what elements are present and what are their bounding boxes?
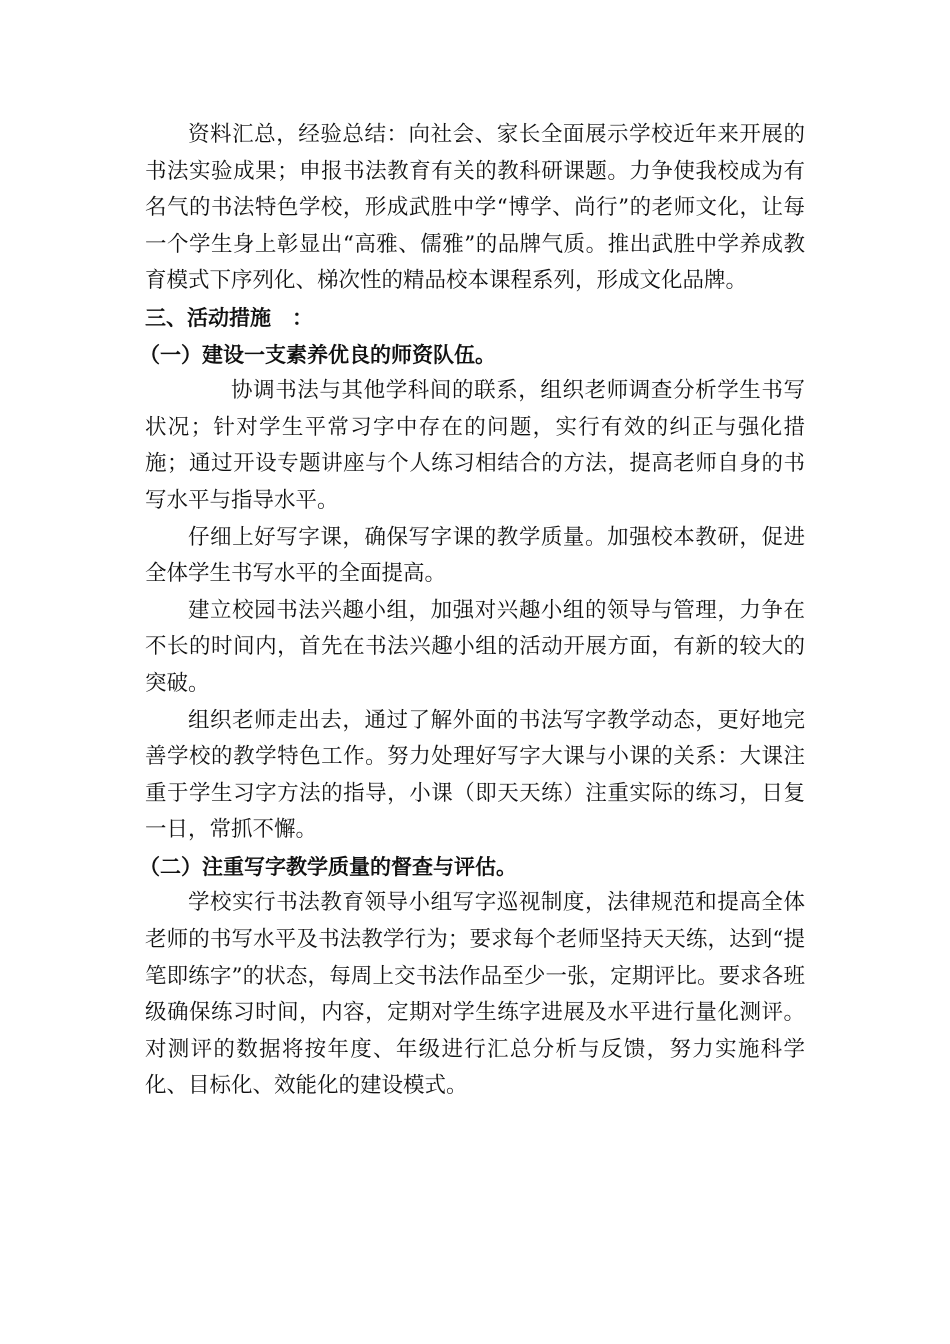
section-heading-activity-measures: 三、活动措施 ： (145, 305, 313, 330)
paragraph-summary: 资料汇总，经验总结：向社会、家长全面展示学校近年来开展的书法实验成果；申报书法教育有关的教科研课题。力争使我校成为有名气的书法特色学校，形成武胜中学“博学、尚行”的老师文化，让每一个学生身上彰显出“高雅、儒雅”的品牌气质。推出武胜中学养成教育模式下序列化、梯次性的精品校本课程系列，形成文化品牌。 (145, 122, 805, 294)
paragraph-writing-class: 仔细上好写字课，确保写字课的教学质量。加强校本教研，促进全体学生书写水平的全面提高。 (145, 524, 805, 587)
paragraph-teachers-go-out: 组织老师走出去，通过了解外面的书法写字教学动态，更好地完善学校的教学特色工作。努力处理好写字大课与小课的关系：大课注重于学生习字方法的指导，小课（即天天练）注重实际的练习，日复一日，常抓不懈。 (145, 707, 805, 843)
document-body (139, 117, 805, 1105)
paragraph-interest-group: 建立校园书法兴趣小组，加强对兴趣小组的领导与管理，力争在不长的时间内，首先在书法兴趣小组的活动开展方面，有新的较大的突破。 (145, 597, 805, 696)
subsection-heading-teacher-team: （一）建设一支素养优良的师资队伍。 (139, 342, 496, 367)
paragraph-inspection-system: 学校实行书法教育领导小组写字巡视制度，法律规范和提高全体老师的书写水平及书法教学行为；要求每个老师坚持天天练，达到“提笔即练字”的状态，每周上交书法作品至少一张，定期评比。要求各班级确保练习时间，内容，定期对学生练字进展及水平进行量化测评。对测评的数据将按年度、年级进行汇总分析与反馈，努力实施科学化、目标化、效能化的建设模式。 (145, 890, 805, 1099)
paragraph-coordinate-subjects: 协调书法与其他学科间的联系，组织老师调查分析学生书写状况；针对学生平常习字中存在的问题，实行有效的纠正与强化措施；通过开设专题讲座与个人练习相结合的方法，提高老师自身的书写水平与指导水平。 (145, 378, 805, 513)
subsection-heading-quality-inspection: （二）注重写字教学质量的督查与评估。 (139, 854, 517, 879)
